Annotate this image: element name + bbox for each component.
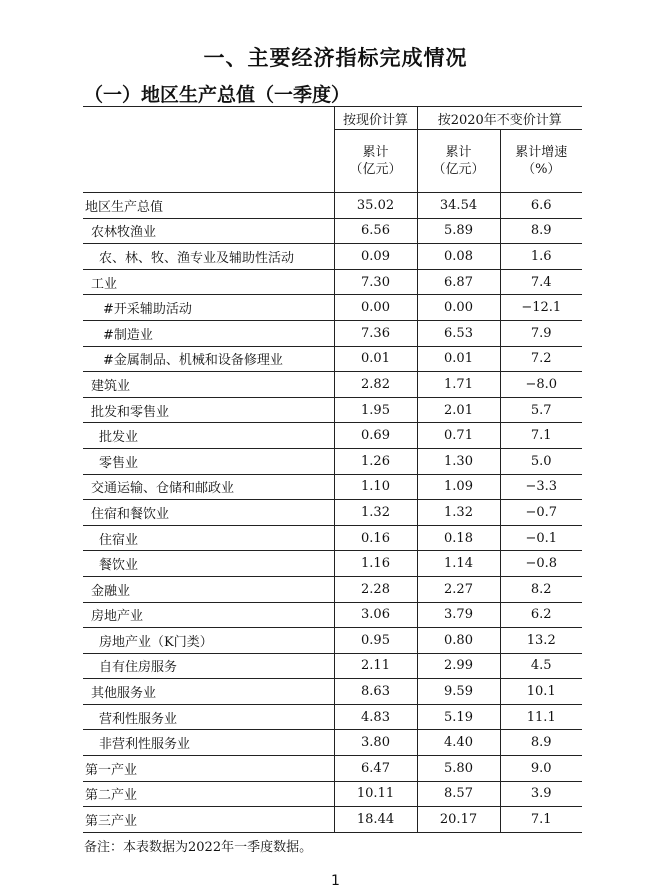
value-current: 1.16 <box>334 551 417 577</box>
value-growth: 13.2 <box>500 628 582 654</box>
row-label: 餐饮业 <box>83 551 334 577</box>
row-label: 地区生产总值 <box>83 193 334 219</box>
value-growth: 7.9 <box>500 320 582 346</box>
row-label: #开采辅助活动 <box>83 295 334 321</box>
column-header-line1: 累计 <box>362 145 389 160</box>
row-label: 农林牧渔业 <box>83 218 334 244</box>
row-label: 住宿业 <box>83 525 334 551</box>
column-header-current <box>334 130 417 193</box>
value-constant: 5.89 <box>417 218 500 244</box>
table-row <box>83 628 582 654</box>
table-row <box>83 653 582 679</box>
value-growth: 8.2 <box>500 576 582 602</box>
value-constant: 1.09 <box>417 474 500 500</box>
table-row <box>83 551 582 577</box>
value-growth: 7.4 <box>500 269 582 295</box>
value-growth: −8.0 <box>500 372 582 398</box>
row-label: 金融业 <box>83 576 334 602</box>
table-row <box>83 244 582 270</box>
page-title: 一、主要经济指标完成情况 <box>203 46 468 70</box>
value-growth: 5.0 <box>500 448 582 474</box>
table-row <box>83 372 582 398</box>
column-header-line1: 累计 <box>445 145 472 160</box>
row-label: 工业 <box>83 269 334 295</box>
value-growth: 5.7 <box>500 397 582 423</box>
value-growth: 6.2 <box>500 602 582 628</box>
gdp-table <box>83 106 582 833</box>
value-current: 18.44 <box>334 807 417 833</box>
value-current: 1.26 <box>334 448 417 474</box>
row-label: 非营利性服务业 <box>83 730 334 756</box>
value-growth: 9.0 <box>500 756 582 782</box>
value-growth: 11.1 <box>500 704 582 730</box>
column-header-constant <box>417 130 500 193</box>
row-label: 第三产业 <box>83 807 334 833</box>
value-current: 3.80 <box>334 730 417 756</box>
value-current: 0.00 <box>334 295 417 321</box>
table-row <box>83 525 582 551</box>
value-constant: 9.59 <box>417 679 500 705</box>
table-row <box>83 576 582 602</box>
row-label: 其他服务业 <box>83 679 334 705</box>
value-current: 6.56 <box>334 218 417 244</box>
value-current: 0.09 <box>334 244 417 270</box>
value-growth: −3.3 <box>500 474 582 500</box>
table-row <box>83 346 582 372</box>
row-label: 房地产业（K门类） <box>83 628 334 654</box>
value-current: 35.02 <box>334 193 417 219</box>
value-constant: 20.17 <box>417 807 500 833</box>
row-label: 营利性服务业 <box>83 704 334 730</box>
value-constant: 0.01 <box>417 346 500 372</box>
value-current: 0.01 <box>334 346 417 372</box>
value-current: 8.63 <box>334 679 417 705</box>
value-constant: 2.99 <box>417 653 500 679</box>
value-constant: 6.53 <box>417 320 500 346</box>
value-constant: 2.27 <box>417 576 500 602</box>
value-current: 0.16 <box>334 525 417 551</box>
header-blank-cell <box>83 107 334 193</box>
value-constant: 5.19 <box>417 704 500 730</box>
value-growth: 8.9 <box>500 218 582 244</box>
value-constant: 6.87 <box>417 269 500 295</box>
value-current: 0.95 <box>334 628 417 654</box>
value-current: 3.06 <box>334 602 417 628</box>
value-growth: −0.7 <box>500 500 582 526</box>
value-current: 1.95 <box>334 397 417 423</box>
row-label: 批发业 <box>83 423 334 449</box>
row-label: 第一产业 <box>83 756 334 782</box>
table-note: 备注：本表数据为2022年一季度数据。 <box>84 840 313 855</box>
value-growth: −0.1 <box>500 525 582 551</box>
value-growth: 7.1 <box>500 423 582 449</box>
value-growth: 7.1 <box>500 807 582 833</box>
column-header-growth <box>500 130 582 193</box>
row-label: 第二产业 <box>83 781 334 807</box>
table-row <box>83 807 582 833</box>
value-constant: 5.80 <box>417 756 500 782</box>
value-current: 2.11 <box>334 653 417 679</box>
value-growth: 7.2 <box>500 346 582 372</box>
row-label: 农、林、牧、渔专业及辅助性活动 <box>83 244 334 270</box>
value-constant: 1.32 <box>417 500 500 526</box>
value-growth: 3.9 <box>500 781 582 807</box>
table-row <box>83 423 582 449</box>
header-constant-price: 按2020年不变价计算 <box>417 107 582 130</box>
table-row <box>83 474 582 500</box>
value-current: 2.82 <box>334 372 417 398</box>
row-label: 房地产业 <box>83 602 334 628</box>
table-row <box>83 193 582 219</box>
value-current: 6.47 <box>334 756 417 782</box>
row-label: 交通运输、仓储和邮政业 <box>83 474 334 500</box>
page-number: 1 <box>331 873 340 889</box>
value-current: 7.36 <box>334 320 417 346</box>
row-label: 自有住房服务 <box>83 653 334 679</box>
value-current: 10.11 <box>334 781 417 807</box>
value-current: 2.28 <box>334 576 417 602</box>
row-label: 批发和零售业 <box>83 397 334 423</box>
table-row <box>83 269 582 295</box>
table-row <box>83 679 582 705</box>
value-current: 0.69 <box>334 423 417 449</box>
row-label: #金属制品、机械和设备修理业 <box>83 346 334 372</box>
value-constant: 2.01 <box>417 397 500 423</box>
table-row <box>83 781 582 807</box>
value-growth: 10.1 <box>500 679 582 705</box>
value-constant: 34.54 <box>417 193 500 219</box>
value-current: 1.10 <box>334 474 417 500</box>
value-constant: 1.14 <box>417 551 500 577</box>
table-row <box>83 448 582 474</box>
value-constant: 0.00 <box>417 295 500 321</box>
value-constant: 1.30 <box>417 448 500 474</box>
row-label: #制造业 <box>83 320 334 346</box>
value-growth: 8.9 <box>500 730 582 756</box>
value-constant: 0.08 <box>417 244 500 270</box>
table-row <box>83 295 582 321</box>
row-label: 零售业 <box>83 448 334 474</box>
value-current: 4.83 <box>334 704 417 730</box>
column-header-line2: （亿元） <box>432 162 485 177</box>
value-growth: 1.6 <box>500 244 582 270</box>
value-constant: 0.80 <box>417 628 500 654</box>
value-growth: −12.1 <box>500 295 582 321</box>
value-constant: 8.57 <box>417 781 500 807</box>
table-row <box>83 704 582 730</box>
header-current-price: 按现价计算 <box>334 107 417 130</box>
value-growth: −0.8 <box>500 551 582 577</box>
table-row <box>83 602 582 628</box>
table-row <box>83 397 582 423</box>
table-row <box>83 756 582 782</box>
table-row <box>83 730 582 756</box>
table-row <box>83 500 582 526</box>
value-constant: 0.18 <box>417 525 500 551</box>
section-subtitle: （一）地区生产总值（一季度） <box>84 84 351 106</box>
table-row <box>83 320 582 346</box>
row-label: 住宿和餐饮业 <box>83 500 334 526</box>
value-constant: 0.71 <box>417 423 500 449</box>
value-constant: 3.79 <box>417 602 500 628</box>
value-constant: 4.40 <box>417 730 500 756</box>
row-label: 建筑业 <box>83 372 334 398</box>
value-constant: 1.71 <box>417 372 500 398</box>
column-header-line1: 累计增速 <box>515 145 568 160</box>
value-growth: 4.5 <box>500 653 582 679</box>
value-current: 7.30 <box>334 269 417 295</box>
column-header-line2: （%） <box>522 162 561 177</box>
table-row <box>83 218 582 244</box>
value-current: 1.32 <box>334 500 417 526</box>
value-growth: 6.6 <box>500 193 582 219</box>
column-header-line2: （亿元） <box>349 162 402 177</box>
